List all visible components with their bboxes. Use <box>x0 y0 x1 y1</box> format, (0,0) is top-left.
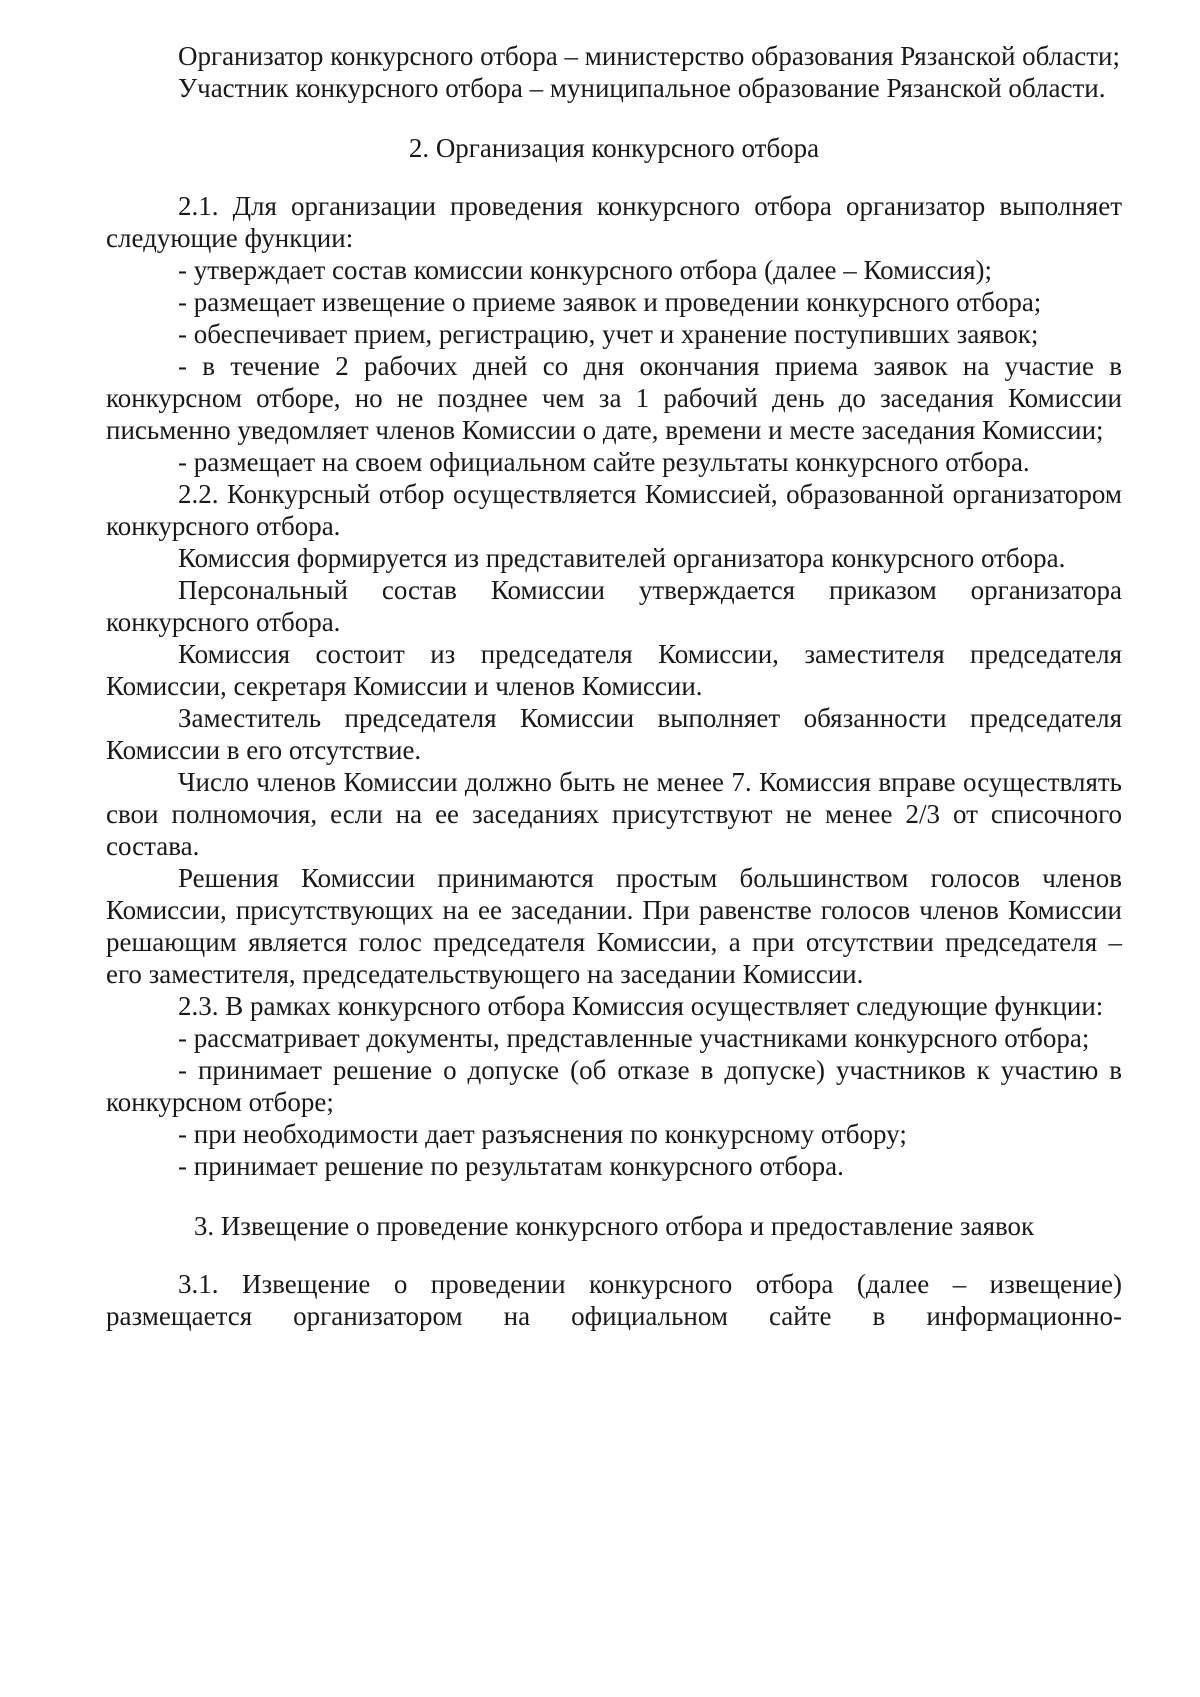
paragraph: Число членов Комиссии должно быть не менее 7. Комиссия вправе осуществлять свои полномочия, если на ее заседаниях присутствуют не менее 2/3 от списочного состава. <box>106 767 1122 861</box>
paragraph-participant: Участник конкурсного отбора – муниципальное образование Рязанской области. <box>178 73 1106 103</box>
paragraph: Заместитель председателя Комиссии выполняет обязанности председателя Комиссии в его отсутствие. <box>106 703 1122 765</box>
paragraph-2-1: 2.1. Для организации проведения конкурсного отбора организатор выполняет следующие функции: <box>106 191 1122 253</box>
list-item: - утверждает состав комиссии конкурсного отбора (далее – Комиссия); <box>178 255 992 285</box>
paragraph-3-1: 3.1. Извещение о проведении конкурсного отбора (далее – извещение) размещается организатором на официальном сайте в информационно- <box>106 1269 1122 1331</box>
list-item: - принимает решение по результатам конкурсного отбора. <box>178 1151 844 1181</box>
section-3-heading: 3. Извещение о проведение конкурсного отбора и предоставление заявок <box>193 1211 1035 1241</box>
paragraph-organizer: Организатор конкурсного отбора – министерство образования Рязанской области; <box>178 41 1120 71</box>
list-item: - в течение 2 рабочих дней со дня окончания приема заявок на участие в конкурсном отборе, но не позднее чем за 1 рабочий день до заседания Комиссии письменно уведомляет членов Комиссии о дате, времени и месте заседания Комиссии; <box>106 351 1122 445</box>
paragraph: Персональный состав Комиссии утверждается приказом организатора конкурсного отбора. <box>106 575 1122 637</box>
paragraph: Комиссия состоит из председателя Комиссии, заместителя председателя Комиссии, секретаря Комиссии и членов Комиссии. <box>106 639 1122 701</box>
list-item: - принимает решение о допуске (об отказе в допуске) участников к участию в конкурсном отборе; <box>106 1055 1122 1117</box>
list-item: - рассматривает документы, представленные участниками конкурсного отбора; <box>178 1023 1090 1053</box>
list-item: - размещает на своем официальном сайте результаты конкурсного отбора. <box>178 447 1030 477</box>
paragraph: Комиссия формируется из представителей организатора конкурсного отбора. <box>178 543 1066 573</box>
list-item: - при необходимости дает разъяснения по конкурсному отбору; <box>178 1119 907 1149</box>
section-2-heading: 2. Организация конкурсного отбора <box>408 133 820 163</box>
paragraph: Решения Комиссии принимаются простым большинством голосов членов Комиссии, присутствующих на ее заседании. При равенстве голосов членов Комиссии решающим является голос председателя Комиссии, а при отсутствии председателя – его заместителя, председательствующего на заседании Комиссии. <box>106 863 1122 989</box>
list-item: - обеспечивает прием, регистрацию, учет и хранение поступивших заявок; <box>178 319 1039 349</box>
paragraph-2-2: 2.2. Конкурсный отбор осуществляется Комиссией, образованной организатором конкурсного отбора. <box>106 479 1122 541</box>
list-item: - размещает извещение о приеме заявок и проведении конкурсного отбора; <box>178 287 1042 317</box>
document-page <box>106 40 1122 1332</box>
paragraph-2-3: 2.3. В рамках конкурсного отбора Комиссия осуществляет следующие функции: <box>178 991 1104 1021</box>
